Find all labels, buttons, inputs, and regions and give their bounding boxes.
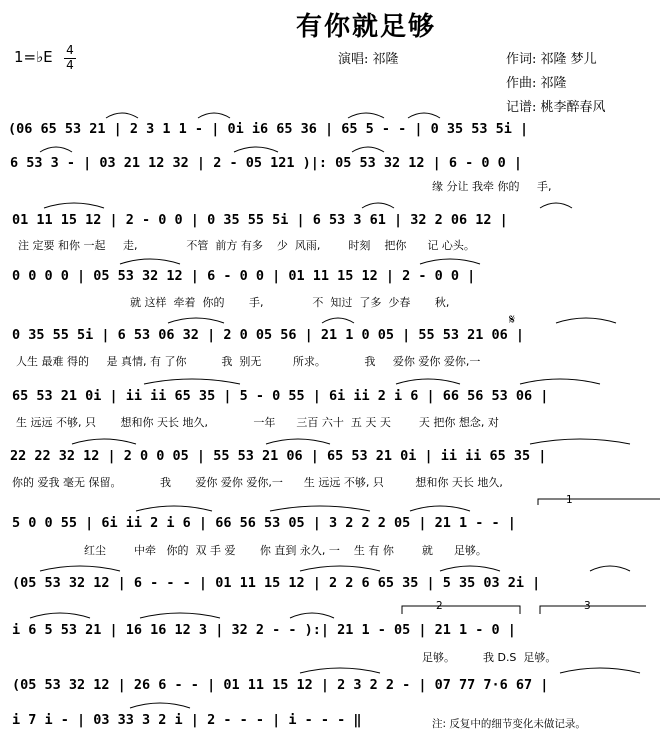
score-line-2: 6 53 3 - | 03 21 12 32 | 2 - 05 121 )|: 05 53 32 12 | 6 - 0 0 | [10,155,523,171]
volta-1-label: 1 [566,494,573,506]
score-line-11: (05 53 32 12 | 26 6 - - | 01 11 15 12 | 2 3 2 2 - | 07 77 7·6 67 | [12,677,549,693]
composer-credit: 作曲: 祁隆 [506,76,567,91]
score-line-1: (06 65 53 21 | 2 3 1 1 - | 0i i6 65 36 | 65 5 - - | 0 35 53 5i | [8,121,529,137]
volta-2-label: 2 [436,600,443,612]
time-signature-top: 4 [66,43,74,57]
key-signature: 1=♭E [14,48,53,66]
lyricist-credit: 作词: 祁隆 梦儿 [506,52,597,67]
score-line-6: 65 53 21 0i | ii ii 65 35 | 5 - 0 55 | 6i ii 2 i 6 | 66 56 53 06 | [12,388,549,404]
lyric-line-6: 生 远远 不够, 只 想和你 天长 地久, 一年 三百 六十 五 天 天 天 把你 想念, 对 [16,416,499,429]
score-line-3: 01 11 15 12 | 2 - 0 0 | 0 35 55 5i | 6 53 3 61 | 32 2 06 12 | [12,212,508,228]
lyric-line-7: 你的 爱我 毫无 保留。 我 爱你 爱你 爱你,一 生 远远 不够, 只 想和你 天长 地久, [12,476,503,489]
transcriber-credit: 记谱: 桃李醉春风 [506,100,606,115]
lyric-line-2: 缘 分让 我牵 你的 手, [432,180,552,193]
score-line-7: 22 22 32 12 | 2 0 0 05 | 55 53 21 06 | 65 53 21 0i | ii ii 65 35 | [10,448,547,464]
score-line-8: 5 0 0 55 | 6i ii 2 i 6 | 66 56 53 05 | 3 2 2 2 05 | 21 1 - - | [12,515,516,531]
score-line-12: i 7 i - | 03 33 3 2 i | 2 - - - | i - - - ‖ [12,712,362,728]
lyric-line-4: 就 这样 牵着 你的 手, 不 知过 了多 少春 秋, [130,296,450,309]
lyric-line-5: 人生 最难 得的 是 真情, 有 了你 我 别无 所求。 我 爱你 爱你 爱你,一 [16,355,481,368]
score-line-5: 0 35 55 5i | 6 53 06 32 | 2 0 05 56 | 21 1 0 05 | 55 53 21 06 | [12,327,525,343]
lyric-line-10: 足够。 我 D.S 足够。 [422,651,557,664]
score-line-9: (05 53 32 12 | 6 - - - | 01 11 15 12 | 2 2 6 65 35 | 5 35 03 2i | [12,575,541,591]
segno-sign: 𝄋 [509,312,516,328]
time-signature-bottom: 4 [64,58,76,71]
lyric-line-3: 注 定要 和你 一起 走, 不管 前方 有多 少 风雨, 时刻 把你 记 心头。 [18,239,475,252]
singer-credit: 演唱: 祁隆 [338,52,399,67]
volta-3-label: 3 [584,600,591,612]
score-line-10: i 6 5 53 21 | 16 16 12 3 | 32 2 - - ):| 21 1 - 05 | 21 1 - 0 | [12,622,516,638]
score-line-4: 0 0 0 0 | 05 53 32 12 | 6 - 0 0 | 01 11 15 12 | 2 - 0 0 | [12,268,476,284]
song-title: 有你就足够 [296,12,437,42]
lyric-line-8: 红尘 中牵 你的 双 手 爱 你 直到 永久, 一 生 有 你 就 足够。 [84,544,487,557]
footnote: 注: 反复中的细节变化未做记录。 [432,718,586,730]
